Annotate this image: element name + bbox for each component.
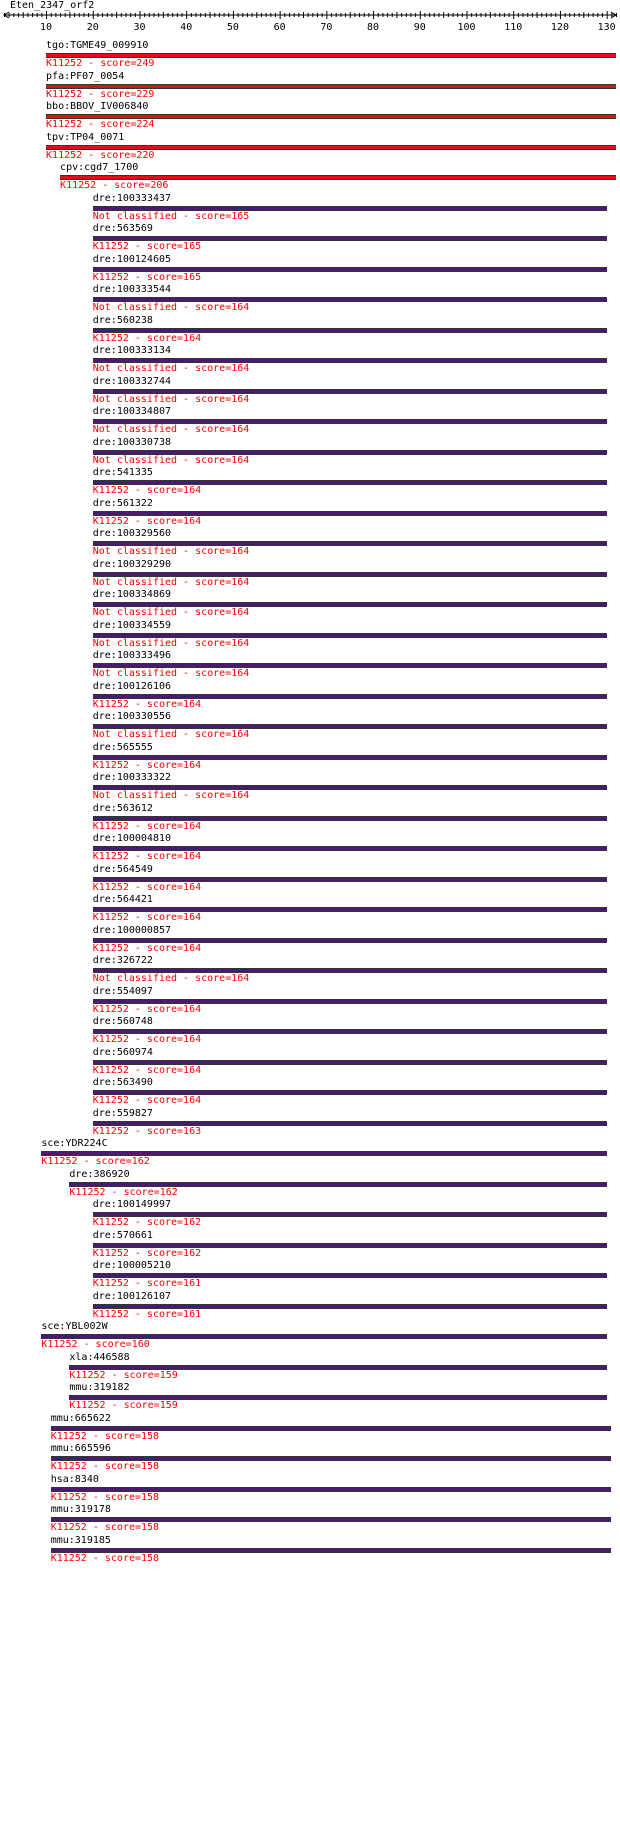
hit-score: K11252 - score=159 bbox=[69, 1400, 178, 1411]
hit-score: K11252 - score=164 bbox=[92, 1003, 202, 1015]
hit-score: K11252 - score=164 bbox=[92, 881, 202, 893]
hit-name[interactable]: dre:561322 bbox=[92, 497, 153, 509]
hit-score: K11252 - score=165 bbox=[92, 241, 202, 252]
hit-name[interactable]: dre:560748 bbox=[92, 1016, 153, 1027]
hit-name[interactable]: dre:326722 bbox=[92, 955, 153, 966]
hit-score: K11252 - score=164 bbox=[92, 1095, 202, 1106]
hit-score: K11252 - score=164 bbox=[92, 332, 202, 344]
hit-score: Not classified - score=164 bbox=[92, 576, 250, 588]
hit-score: K11252 - score=165 bbox=[92, 271, 202, 283]
hit-name[interactable]: mmu:665596 bbox=[50, 1443, 111, 1454]
hit-name[interactable]: dre:100333322 bbox=[92, 772, 172, 783]
hit-name[interactable]: dre:100333496 bbox=[92, 650, 172, 661]
hit-name[interactable]: dre:559827 bbox=[92, 1107, 153, 1119]
hit-name[interactable]: dre:563569 bbox=[92, 223, 153, 234]
hit-score: K11252 - score=220 bbox=[46, 149, 155, 161]
hit-name[interactable]: tgo:TGME49_009910 bbox=[46, 40, 149, 51]
hit-score: Not classified - score=165 bbox=[92, 210, 250, 222]
hit-score: Not classified - score=164 bbox=[92, 973, 250, 984]
hit-score: Not classified - score=164 bbox=[92, 790, 250, 801]
hit-name[interactable]: dre:100005210 bbox=[92, 1260, 172, 1271]
hit-score: K11252 - score=164 bbox=[92, 1034, 202, 1045]
hit-score: Not classified - score=164 bbox=[92, 668, 250, 679]
query-title: Eten_2347_orf2 bbox=[10, 0, 95, 11]
hit-score: K11252 - score=162 bbox=[41, 1156, 150, 1167]
hit-score: K11252 - score=164 bbox=[92, 851, 202, 862]
hit-score: K11252 - score=206 bbox=[60, 180, 169, 191]
hit-name[interactable]: dre:100329560 bbox=[92, 528, 172, 539]
hit-name[interactable]: dre:100000857 bbox=[92, 924, 172, 936]
hit-score: K11252 - score=159 bbox=[69, 1369, 178, 1381]
hit-name[interactable]: xla:446588 bbox=[69, 1351, 130, 1363]
hit-score: K11252 - score=164 bbox=[92, 515, 202, 527]
hit-name[interactable]: dre:100334807 bbox=[92, 406, 172, 417]
ruler-tick-label: 60 bbox=[273, 22, 286, 33]
hit-name[interactable]: dre:100334869 bbox=[92, 589, 172, 600]
ruler-tick-label: 110 bbox=[504, 22, 523, 33]
hit-name[interactable]: mmu:319185 bbox=[50, 1534, 111, 1546]
hit-name[interactable]: dre:100329290 bbox=[92, 558, 172, 570]
hit-name[interactable]: mmu:319178 bbox=[50, 1504, 111, 1515]
ruler-tick-label: 130 bbox=[597, 22, 616, 33]
hit-name[interactable]: sce:YDR224C bbox=[41, 1138, 108, 1149]
hit-name[interactable]: bbo:BBOV_IV006840 bbox=[46, 101, 149, 112]
hit-score: K11252 - score=158 bbox=[50, 1491, 160, 1503]
hit-score: K11252 - score=160 bbox=[41, 1339, 150, 1350]
hit-name[interactable]: sce:YBL002W bbox=[41, 1321, 108, 1332]
hit-score: K11252 - score=164 bbox=[92, 912, 202, 923]
hit-name[interactable]: mmu:319182 bbox=[69, 1382, 130, 1393]
hit-score: K11252 - score=164 bbox=[92, 1064, 202, 1076]
hit-score: K11252 - score=162 bbox=[92, 1247, 202, 1259]
hit-name[interactable]: pfa:PF07_0054 bbox=[46, 70, 125, 82]
hit-name[interactable]: dre:541335 bbox=[92, 467, 153, 478]
hit-score: K11252 - score=164 bbox=[92, 485, 202, 496]
hit-score: K11252 - score=162 bbox=[92, 1217, 202, 1228]
hit-name[interactable]: dre:100330556 bbox=[92, 711, 172, 722]
hit-name[interactable]: dre:100126106 bbox=[92, 680, 172, 692]
hit-name[interactable]: dre:386920 bbox=[69, 1168, 130, 1180]
hit-score: K11252 - score=229 bbox=[46, 88, 155, 100]
ruler-tick-label: 30 bbox=[133, 22, 146, 33]
hit-name[interactable]: dre:100334559 bbox=[92, 619, 172, 631]
hit-name[interactable]: dre:564549 bbox=[92, 863, 153, 875]
hit-score: K11252 - score=158 bbox=[50, 1430, 160, 1442]
hit-score: K11252 - score=161 bbox=[92, 1278, 202, 1289]
hit-score: K11252 - score=164 bbox=[92, 820, 202, 832]
hit-name[interactable]: dre:560238 bbox=[92, 314, 153, 326]
hit-name[interactable]: dre:100149997 bbox=[92, 1199, 172, 1210]
hit-score: K11252 - score=164 bbox=[92, 942, 202, 954]
hit-name[interactable]: dre:560974 bbox=[92, 1046, 153, 1058]
hit-score: K11252 - score=249 bbox=[46, 58, 155, 69]
ruler-tick-label: 40 bbox=[180, 22, 193, 33]
ruler-tick-label: 50 bbox=[226, 22, 239, 33]
hit-score: Not classified - score=164 bbox=[92, 637, 250, 649]
hit-name[interactable]: dre:100004810 bbox=[92, 833, 172, 844]
hit-name[interactable]: dre:565555 bbox=[92, 741, 153, 753]
hit-name[interactable]: dre:100126107 bbox=[92, 1290, 172, 1302]
hit-score: Not classified - score=164 bbox=[92, 363, 250, 374]
hit-score: K11252 - score=158 bbox=[50, 1552, 160, 1564]
hit-name[interactable]: dre:100124605 bbox=[92, 253, 172, 265]
hit-score: K11252 - score=224 bbox=[46, 119, 155, 130]
hit-name[interactable]: tpv:TP04_0071 bbox=[46, 131, 125, 143]
hit-name[interactable]: dre:563490 bbox=[92, 1077, 153, 1088]
hit-score: Not classified - score=164 bbox=[92, 546, 250, 557]
hit-name[interactable]: dre:100333437 bbox=[92, 192, 172, 204]
hit-score: Not classified - score=164 bbox=[92, 302, 250, 313]
hit-score: K11252 - score=164 bbox=[92, 759, 202, 771]
ruler-tick-label: 80 bbox=[367, 22, 380, 33]
hit-score: K11252 - score=158 bbox=[50, 1522, 160, 1533]
hit-name[interactable]: hsa:8340 bbox=[50, 1473, 99, 1485]
hit-score: Not classified - score=164 bbox=[92, 454, 250, 466]
hit-name[interactable]: dre:100333134 bbox=[92, 345, 172, 356]
ruler-tick-label: 100 bbox=[457, 22, 476, 33]
hit-name[interactable]: dre:570661 bbox=[92, 1229, 153, 1241]
ruler-tick-label: 120 bbox=[550, 22, 569, 33]
hit-score: Not classified - score=164 bbox=[92, 424, 250, 435]
hit-name[interactable]: dre:563612 bbox=[92, 802, 153, 814]
hit-score: Not classified - score=164 bbox=[92, 393, 250, 405]
ruler-tick-label: 10 bbox=[40, 22, 53, 33]
hit-score: K11252 - score=163 bbox=[92, 1125, 202, 1137]
hit-name[interactable]: dre:554097 bbox=[92, 985, 153, 997]
hit-score: Not classified - score=164 bbox=[92, 607, 250, 618]
hit-name[interactable]: dre:564421 bbox=[92, 894, 153, 905]
ruler-tick-label: 20 bbox=[86, 22, 99, 33]
hit-score: K11252 - score=164 bbox=[92, 698, 202, 710]
hit-name[interactable]: dre:100332744 bbox=[92, 375, 172, 387]
hit-score: K11252 - score=162 bbox=[69, 1186, 178, 1198]
hit-name[interactable]: cpv:cgd7_1700 bbox=[60, 162, 139, 173]
hit-name[interactable]: dre:100330738 bbox=[92, 436, 172, 448]
hit-score: K11252 - score=158 bbox=[50, 1461, 160, 1472]
ruler-tick-label: 70 bbox=[320, 22, 333, 33]
hit-score: K11252 - score=161 bbox=[92, 1308, 202, 1320]
hit-score: Not classified - score=164 bbox=[92, 729, 250, 740]
ruler-tick-label: 90 bbox=[413, 22, 426, 33]
hit-name[interactable]: dre:100333544 bbox=[92, 284, 172, 295]
hit-name[interactable]: mmu:665622 bbox=[50, 1412, 111, 1424]
